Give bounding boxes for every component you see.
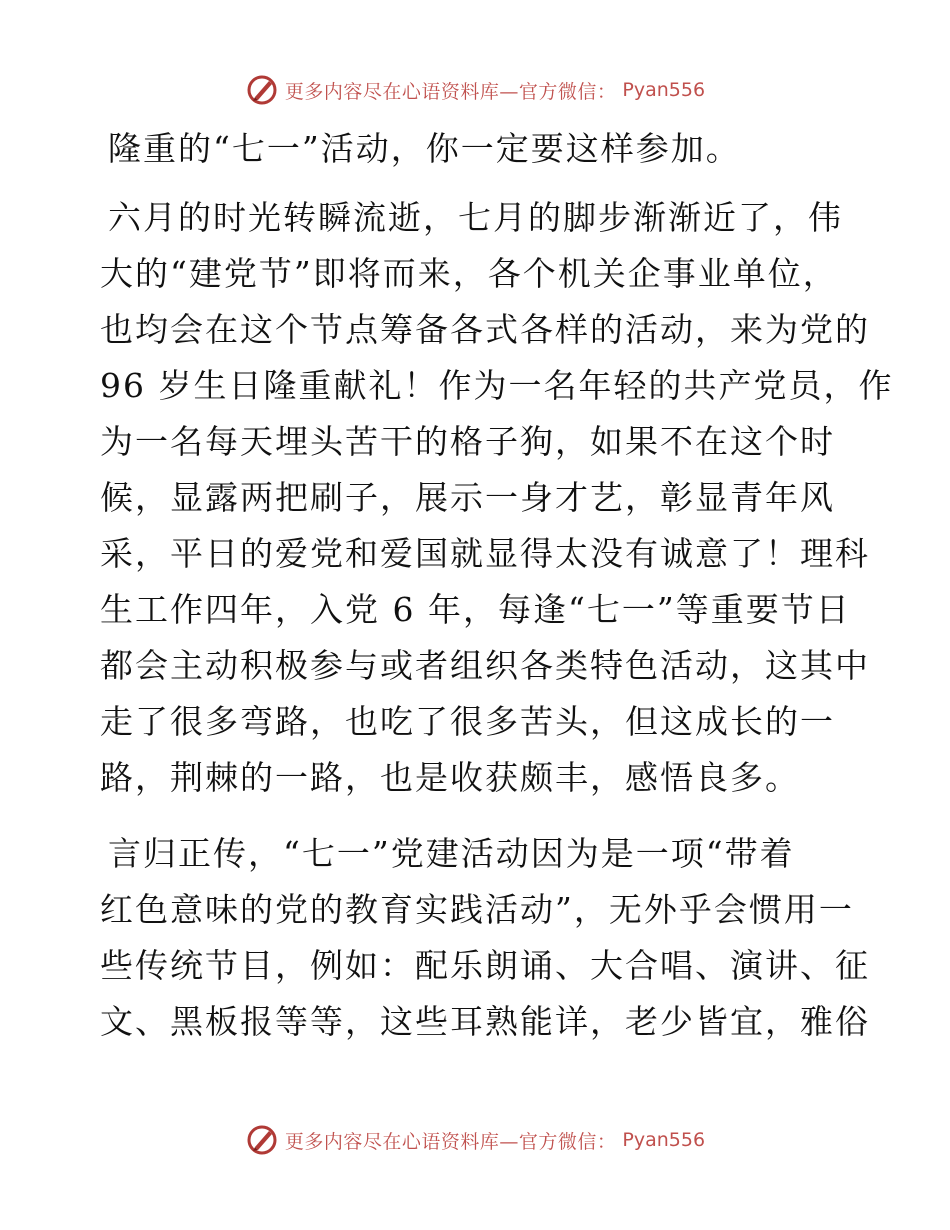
- text-line: 路，荆棘的一路，也是收获颇丰，感悟良多。: [100, 758, 800, 797]
- text-line: 大的“建党节”即将而来，各个机关企事业单位，: [100, 254, 838, 293]
- pen-logo-icon: [245, 73, 279, 107]
- article-title: 隆重的“七一”活动，你一定要这样参加。: [108, 129, 741, 168]
- text-line: 文、黑板报等等，这些耳熟能详，老少皆宜，雅俗: [100, 1002, 870, 1041]
- wechat-id: Pyan556: [622, 1129, 706, 1151]
- text-line: 96 岁生日隆重献礼！作为一名年轻的共产党员，作: [100, 366, 894, 405]
- paragraph-1: [100, 190, 894, 806]
- text-line: 六月的时光转瞬流逝，七月的脚步渐渐近了，伟: [108, 198, 843, 237]
- text-line: 走了很多弯路，也吃了很多苦头，但这成长的一: [100, 702, 835, 741]
- footer-watermark: [0, 1120, 950, 1160]
- paragraph-2: [100, 826, 870, 1050]
- text-line: 采，平日的爱党和爱国就显得太没有诚意了！理科: [100, 534, 870, 573]
- text-line: 也均会在这个节点筹备各式各样的活动，来为党的: [100, 310, 870, 349]
- wechat-id: Pyan556: [622, 79, 706, 101]
- text-line: 言归正传，“七一”党建活动因为是一项“带着: [108, 834, 795, 873]
- watermark-text: 更多内容尽在心语资料库—官方微信：: [284, 1130, 617, 1153]
- pen-logo-icon: [245, 1123, 279, 1157]
- text-line: 都会主动积极参与或者组织各类特色活动，这其中: [100, 646, 870, 685]
- watermark-text: 更多内容尽在心语资料库—官方微信：: [284, 80, 617, 103]
- text-line: 为一名每天埋头苦干的格子狗，如果不在这个时: [100, 422, 835, 461]
- text-line: 候，显露两把刷子，展示一身才艺，彰显青年风: [100, 478, 835, 517]
- header-watermark: [0, 70, 950, 110]
- text-line: 些传统节目，例如：配乐朗诵、大合唱、演讲、征: [100, 946, 870, 985]
- text-line: 生工作四年，入党 6 年，每逢“七一”等重要节日: [100, 590, 851, 629]
- text-line: 红色意味的党的教育实践活动”，无外乎会惯用一: [100, 890, 854, 929]
- document-body: [100, 120, 894, 1070]
